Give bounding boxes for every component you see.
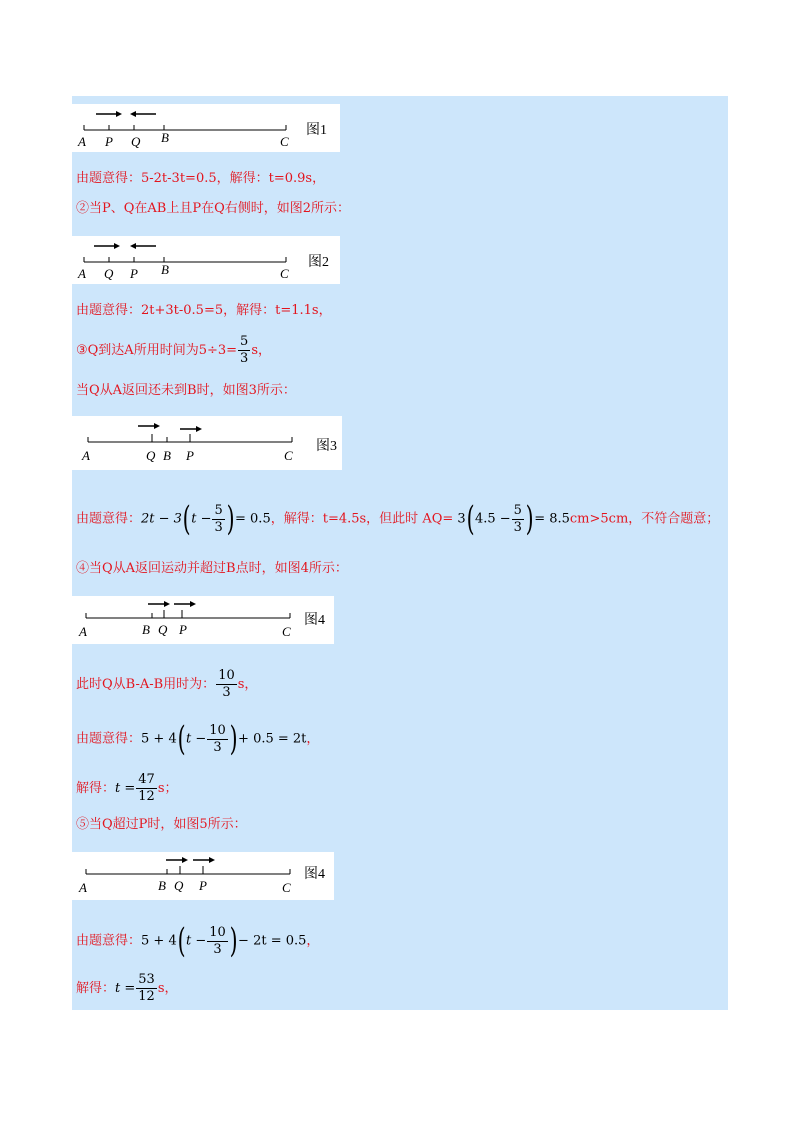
point-label-a: A	[79, 880, 87, 895]
left-arrow-icon	[130, 243, 156, 249]
number-line-figure-1	[72, 104, 340, 152]
point-label-p: P	[186, 448, 194, 463]
point-label-a: A	[82, 448, 90, 463]
solution-line-5: 由题意得：5 + 4(t − $\frac{10}{3}$ )+ 0.5 = 2t，	[76, 719, 320, 759]
figure-title: 图4	[304, 613, 325, 628]
point-label-a: A	[79, 624, 87, 639]
figure-title: 图4	[304, 867, 325, 882]
solution-line-4: 此时Q从B-A-B用时为： $\frac{10}{3}$ s，	[76, 668, 258, 700]
point-label-p: P	[130, 266, 138, 281]
point-label-q: Q	[174, 878, 184, 893]
point-label-b: B	[158, 878, 166, 893]
figure-title: 图2	[308, 255, 329, 270]
figure-2	[72, 236, 340, 284]
case-5-heading: ⑤当Q超过P时，如图5所示：	[76, 817, 247, 832]
figure-1	[72, 104, 340, 152]
solution-panel	[72, 96, 728, 1010]
right-arrow-icon	[94, 243, 120, 249]
case-4-heading: ④当Q从A返回运动并超过B点时，如图4所示：	[76, 561, 348, 576]
point-label-q: Q	[104, 266, 114, 281]
right-arrow-icon	[148, 601, 170, 607]
point-label-p: P	[199, 878, 207, 893]
number-line-figure-5	[72, 852, 334, 900]
figure-4	[72, 596, 334, 644]
solution-line-8: 解得：t = $\frac{53}{12}$ s，	[76, 972, 178, 1004]
point-label-a: A	[78, 134, 86, 149]
point-label-c: C	[284, 448, 293, 463]
point-label-p: P	[105, 134, 113, 149]
figure-title: 图3	[316, 439, 337, 454]
point-label-c: C	[280, 134, 289, 149]
figure-title: 图1	[306, 123, 327, 138]
point-label-c: C	[282, 624, 291, 639]
solution-line-3: 由题意得：2t − 3(t − $\frac{5}{3}$ )= 0.5，解得：t=4.5s，但此时 AQ= 3(4.5 − $\frac{5}{3}$ )= 8.5cm>5cm，不符合题意；	[76, 499, 720, 539]
point-label-q: Q	[146, 448, 156, 463]
point-label-b: B	[142, 622, 150, 637]
point-label-b: B	[161, 130, 169, 145]
number-line-figure-4	[72, 596, 334, 644]
case-3-subheading: 当Q从A返回还未到B时，如图3所示：	[76, 383, 296, 398]
point-label-b: B	[163, 448, 171, 463]
figure-3	[72, 416, 342, 470]
solution-line-1: 由题意得：5-2t-3t=0.5，解得：t=0.9s，	[76, 171, 326, 186]
point-label-q: Q	[158, 622, 168, 637]
number-line-figure-3	[72, 416, 342, 470]
right-arrow-icon	[193, 857, 215, 863]
solution-line-7: 由题意得：5 + 4(t − $\frac{10}{3}$ )− 2t = 0.5，	[76, 921, 320, 961]
point-label-c: C	[280, 266, 289, 281]
case-3-heading: ③Q到达A所用时间为5÷3= $\frac{5}{3}$ s，	[76, 334, 271, 366]
figure-5	[72, 852, 334, 900]
right-arrow-icon	[96, 111, 122, 117]
right-arrow-icon	[174, 601, 196, 607]
case-2-heading: ②当P、Q在AB上且P在Q右侧时，如图2所示：	[76, 201, 351, 216]
solution-line-2: 由题意得：2t+3t-0.5=5，解得：t=1.1s，	[76, 303, 332, 318]
left-arrow-icon	[130, 111, 156, 117]
right-arrow-icon	[138, 423, 160, 429]
point-label-c: C	[282, 880, 291, 895]
solution-line-6: 解得：t = $\frac{47}{12}$ s；	[76, 772, 178, 804]
right-arrow-icon	[166, 857, 188, 863]
point-label-a: A	[78, 266, 86, 281]
point-label-b: B	[161, 262, 169, 277]
number-line-figure-2	[72, 236, 340, 284]
point-label-q: Q	[131, 134, 141, 149]
right-arrow-icon	[180, 426, 202, 432]
point-label-p: P	[179, 622, 187, 637]
